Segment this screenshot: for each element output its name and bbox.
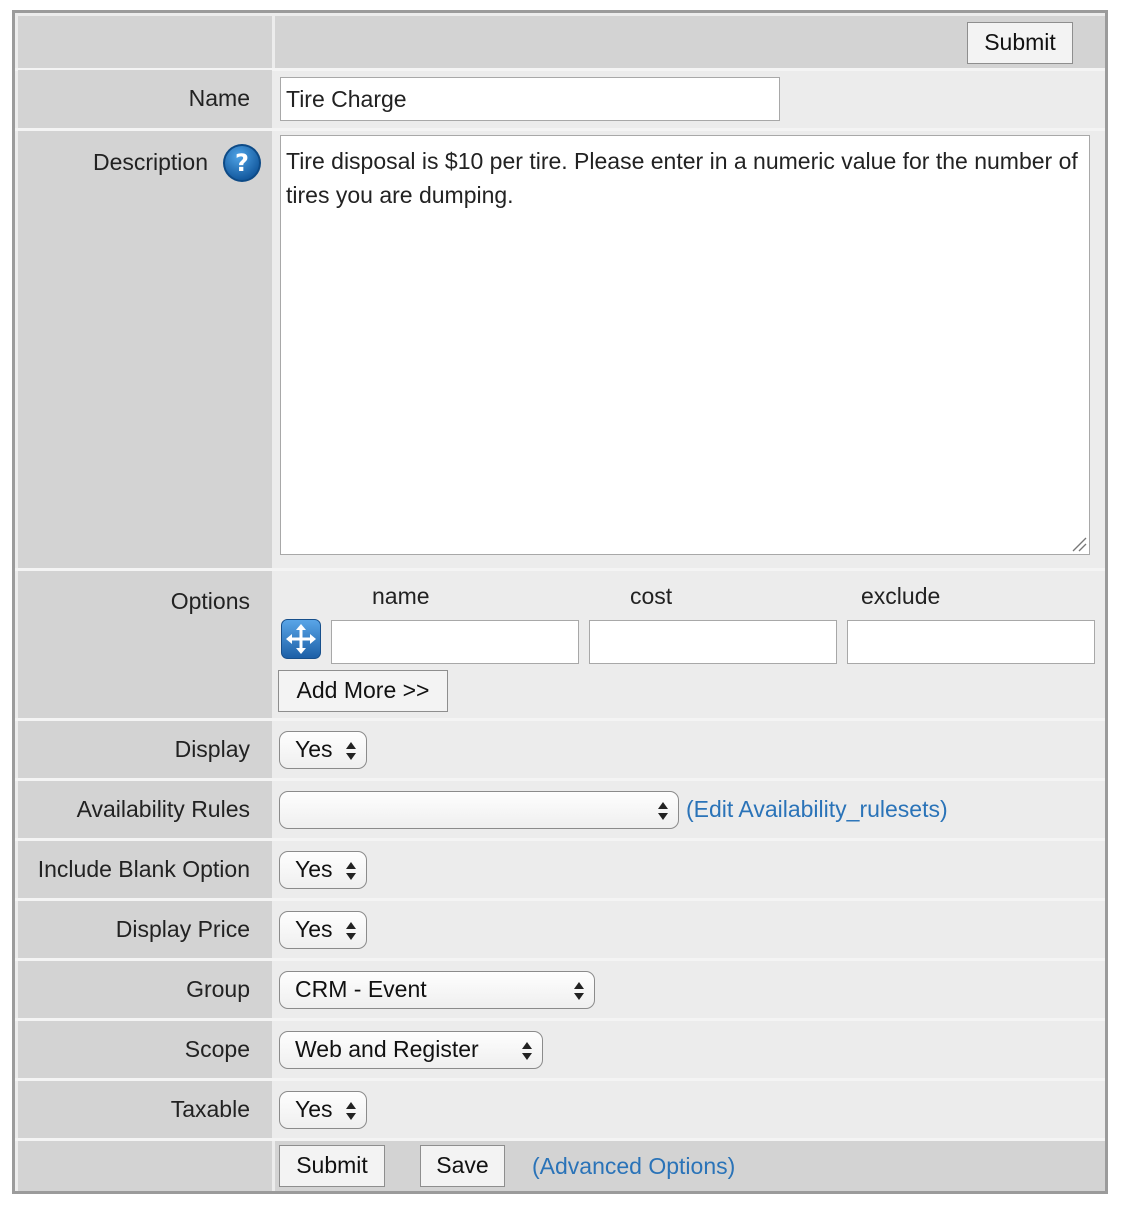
display-label: Display: [18, 721, 272, 778]
options-row: [15, 571, 1105, 718]
taxable-row: [15, 1081, 1105, 1138]
availability-select[interactable]: [279, 791, 679, 829]
scope-select[interactable]: [279, 1031, 543, 1069]
include-blank-select[interactable]: [279, 851, 367, 889]
name-row: [15, 70, 1105, 128]
options-col-exclude: exclude: [861, 583, 941, 609]
top-submit-button[interactable]: Submit: [967, 22, 1073, 64]
options-col-cost: cost: [630, 583, 673, 609]
description-text: Tire disposal is $10 per tire. Please enter in a numeric value for the number of tires you are dumping.: [286, 148, 1078, 208]
taxable-select-value: Yes: [295, 1096, 333, 1122]
scope-select-value: Web and Register: [295, 1036, 479, 1062]
scope-label: Scope: [18, 1021, 272, 1078]
include-blank-select-value: Yes: [295, 856, 333, 882]
help-icon[interactable]: [222, 143, 262, 183]
header-label-cell: [18, 16, 272, 70]
advanced-options-link[interactable]: (Advanced Options): [532, 1153, 736, 1179]
display-row: [15, 721, 1105, 778]
display-select-value: Yes: [295, 736, 333, 762]
group-select[interactable]: [279, 971, 595, 1009]
edit-form: [12, 10, 1108, 1194]
chevron-updown-icon: [345, 740, 357, 762]
chevron-updown-icon: [657, 800, 669, 822]
group-label: Group: [18, 961, 272, 1018]
option-exclude-input[interactable]: [847, 620, 1095, 664]
include-blank-label: Include Blank Option: [18, 841, 272, 898]
option-name-input[interactable]: [331, 620, 579, 664]
resize-handle-icon[interactable]: [1071, 536, 1087, 552]
include-blank-row: [15, 841, 1105, 898]
taxable-label: Taxable: [18, 1081, 272, 1138]
options-label: Options: [18, 571, 272, 718]
footer-row: [15, 1141, 1105, 1191]
display-price-select[interactable]: [279, 911, 367, 949]
save-button[interactable]: Save: [420, 1145, 505, 1187]
description-row: [15, 131, 1105, 568]
description-label: Description: [92, 149, 208, 175]
display-price-row: [15, 901, 1105, 958]
options-col-name: name: [372, 583, 430, 609]
bottom-submit-button[interactable]: Submit: [279, 1145, 385, 1187]
move-icon[interactable]: [281, 619, 321, 659]
display-price-label: Display Price: [18, 901, 272, 958]
group-select-value: CRM - Event: [295, 976, 427, 1002]
display-select[interactable]: [279, 731, 367, 769]
availability-row: [15, 781, 1105, 838]
chevron-updown-icon: [345, 860, 357, 882]
availability-label: Availability Rules: [18, 781, 272, 838]
chevron-updown-icon: [521, 1040, 533, 1062]
chevron-updown-icon: [573, 980, 585, 1002]
name-label: Name: [18, 70, 272, 128]
display-price-select-value: Yes: [295, 916, 333, 942]
svg-text:?: ?: [235, 149, 249, 177]
scope-row: [15, 1021, 1105, 1078]
chevron-updown-icon: [345, 920, 357, 942]
edit-availability-link[interactable]: (Edit Availability_rulesets): [686, 796, 948, 822]
taxable-select[interactable]: [279, 1091, 367, 1129]
description-textarea[interactable]: [280, 135, 1090, 555]
header-row: [15, 16, 1105, 70]
footer-label-cell: [18, 1141, 272, 1191]
add-more-button[interactable]: Add More >>: [278, 670, 448, 712]
description-label-cell: [18, 131, 272, 568]
name-input[interactable]: Tire Charge: [280, 77, 780, 121]
option-cost-input[interactable]: [589, 620, 837, 664]
header-value-cell: [275, 16, 1105, 70]
group-row: [15, 961, 1105, 1018]
chevron-updown-icon: [345, 1100, 357, 1122]
